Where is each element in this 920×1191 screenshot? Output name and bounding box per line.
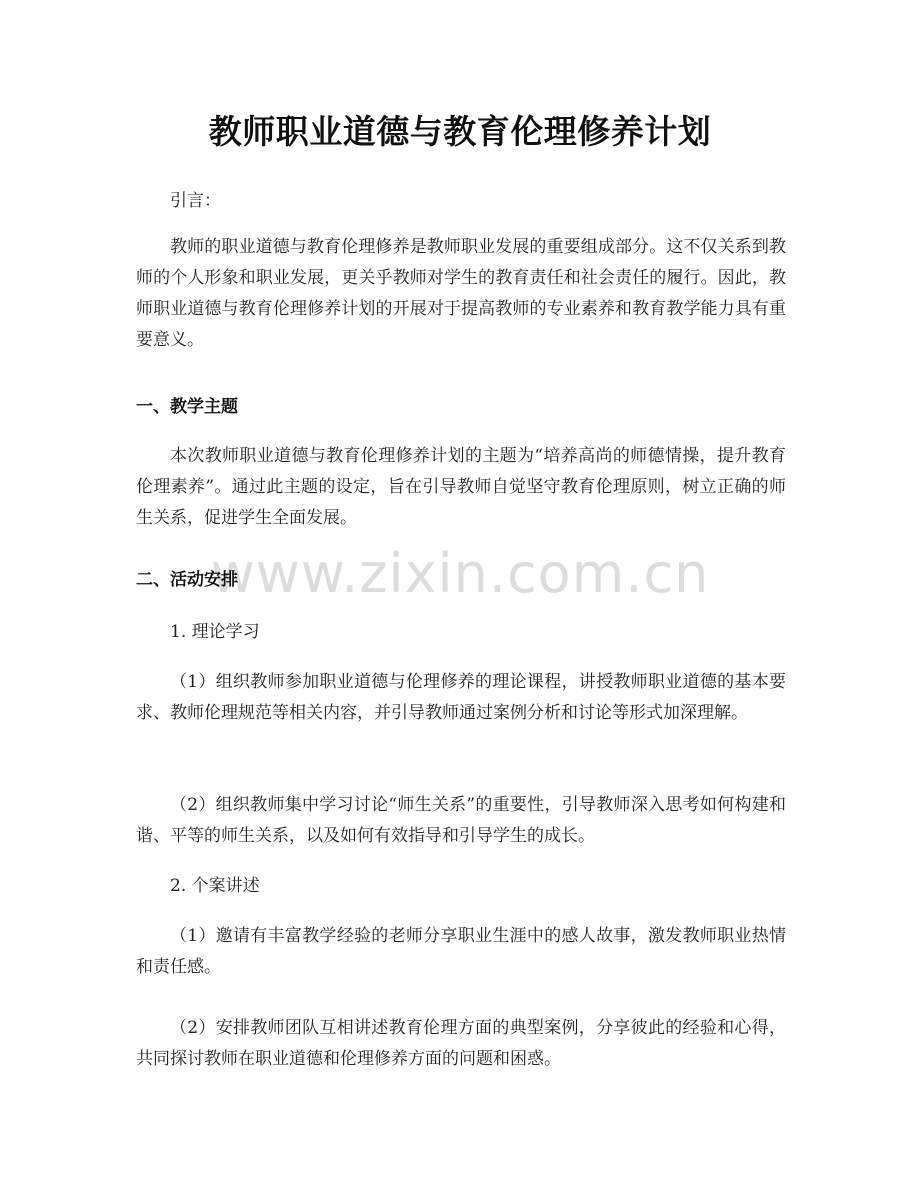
subheading-case-stories: 2. 个案讲述 [170, 876, 260, 896]
list-item-case-2: （2）安排教师团队互相讲述教育伦理方面的典型案例，分享彼此的经验和心得，共同探讨教师在职业道德和伦理修养方面的问题和困惑。 [136, 1018, 786, 1069]
section-paragraph-teaching-theme: 本次教师职业道德与教育伦理修养计划的主题为“培养高尚的师德情操，提升教育伦理素养”。通过此主题的设定，旨在引导教师自觉坚守教育伦理原则，树立正确的师生关系，促进学生全面发展。 [136, 446, 786, 528]
document-title: 教师职业道德与教育伦理修养计划 [208, 112, 712, 151]
intro-label: 引言： [170, 191, 221, 211]
subheading-theory-study: 1. 理论学习 [170, 622, 260, 642]
list-item-theory-1: （1）组织教师参加职业道德与伦理修养的理论课程，讲授教师职业道德的基本要求、教师伦理规范等相关内容，并引导教师通过案例分析和讨论等形式加深理解。 [136, 672, 786, 723]
list-item-theory-2: （2）组织教师集中学习讨论“师生关系”的重要性，引导教师深入思考如何构建和谐、平等的师生关系，以及如何有效指导和引导学生的成长。 [136, 795, 786, 846]
list-item-case-1: （1）邀请有丰富教学经验的老师分享职业生涯中的感人故事，激发教师职业热情和责任感。 [136, 926, 786, 977]
watermark: www.zixin.com.cn [210, 542, 710, 605]
section-heading-teaching-theme: 一、教学主题 [136, 397, 238, 417]
intro-paragraph: 教师的职业道德与教育伦理修养是教师职业发展的重要组成部分。这不仅关系到教师的个人形象和职业发展，更关乎教师对学生的教育责任和社会责任的履行。因此，教师职业道德与教育伦理修养计划的开展对于提高教师的专业素养和教育教学能力具有重要意义。 [136, 237, 786, 350]
section-heading-activities: 二、活动安排 [136, 570, 238, 590]
